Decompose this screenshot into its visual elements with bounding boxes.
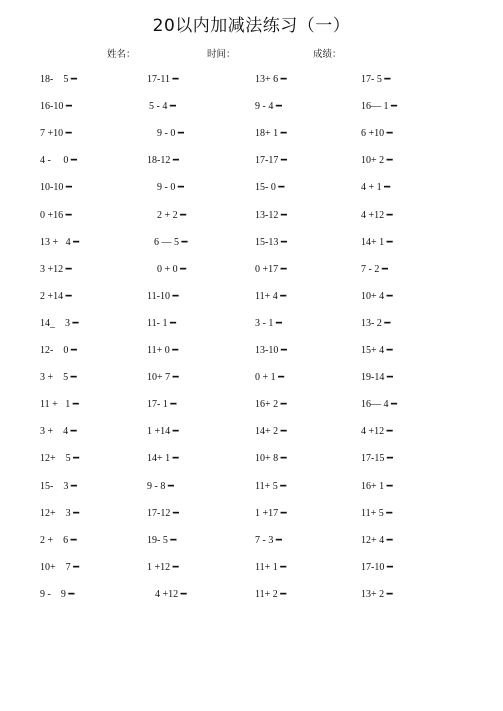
problem-r9-c3: 11+ 4 ━ bbox=[255, 291, 287, 302]
problem-r18-c4: 12+ 4 ━ bbox=[361, 535, 393, 546]
problem-r3-c4: 6 +10 ━ bbox=[361, 128, 393, 139]
problem-r17-c2: 17-12 ━ bbox=[147, 508, 179, 519]
problem-r8-c4: 7 - 2 ━ bbox=[361, 264, 388, 275]
problem-r6-c1: 0 +16 ━ bbox=[40, 210, 72, 221]
problem-r12-c1: 3 + 5 ━ bbox=[40, 372, 77, 383]
problem-r4-c3: 17-17 ━ bbox=[255, 155, 287, 166]
problem-r9-c2: 11-10 ━ bbox=[147, 291, 179, 302]
problem-r19-c3: 11+ 1 ━ bbox=[255, 562, 287, 573]
problem-r13-c4: 16— 4 ━ bbox=[361, 399, 398, 410]
problem-r20-c2: 4 +12 ━ bbox=[155, 589, 187, 600]
problem-r9-c4: 10+ 4 ━ bbox=[361, 291, 393, 302]
problem-r4-c1: 4 - 0 ━ bbox=[40, 155, 77, 166]
problem-r6-c2: 2 + 2 ━ bbox=[157, 210, 187, 221]
problem-r2-c1: 16-10 ━ bbox=[40, 101, 72, 112]
problem-r15-c3: 10+ 8 ━ bbox=[255, 453, 287, 464]
problem-r7-c1: 13 + 4 ━ bbox=[40, 237, 80, 248]
problem-r8-c2: 0 + 0 ━ bbox=[157, 264, 187, 275]
problem-r3-c2: 9 - 0 ━ bbox=[157, 128, 184, 139]
problem-r8-c3: 0 +17 ━ bbox=[255, 264, 287, 275]
problem-r4-c2: 18-12 ━ bbox=[147, 155, 179, 166]
problem-r12-c2: 10+ 7 ━ bbox=[147, 372, 179, 383]
problem-r13-c1: 11 + 1 ━ bbox=[40, 399, 79, 410]
problem-r16-c4: 16+ 1 ━ bbox=[361, 481, 393, 492]
problem-r6-c4: 4 +12 ━ bbox=[361, 210, 393, 221]
problem-r13-c2: 17- 1 ━ bbox=[147, 399, 177, 410]
problem-r2-c4: 16— 1 ━ bbox=[361, 101, 398, 112]
problem-r9-c1: 2 +14 ━ bbox=[40, 291, 72, 302]
problem-r16-c1: 15- 3 ━ bbox=[40, 481, 77, 492]
problem-r4-c4: 10+ 2 ━ bbox=[361, 155, 393, 166]
problem-r20-c1: 9 - 9 ━ bbox=[40, 589, 75, 600]
problem-r6-c3: 13-12 ━ bbox=[255, 210, 287, 221]
name-label: 姓名： bbox=[107, 49, 136, 60]
problem-r19-c4: 17-10 ━ bbox=[361, 562, 393, 573]
problem-r3-c3: 18+ 1 ━ bbox=[255, 128, 287, 139]
problem-r16-c2: 9 - 8 ━ bbox=[147, 481, 174, 492]
problem-r13-c3: 16+ 2 ━ bbox=[255, 399, 287, 410]
problem-r8-c1: 3 +12 ━ bbox=[40, 264, 72, 275]
problem-r2-c2: 5 - 4 ━ bbox=[149, 101, 176, 112]
problem-r14-c3: 14+ 2 ━ bbox=[255, 426, 287, 437]
problem-r11-c2: 11+ 0 ━ bbox=[147, 345, 179, 356]
problem-r1-c2: 17-11 ━ bbox=[147, 74, 179, 85]
problem-r7-c4: 14+ 1 ━ bbox=[361, 237, 393, 248]
problem-r10-c1: 14_ 3 ━ bbox=[40, 318, 79, 329]
problem-r1-c3: 13+ 6 ━ bbox=[255, 74, 287, 85]
problem-r14-c2: 1 +14 ━ bbox=[147, 426, 179, 437]
problem-r11-c3: 13-10 ━ bbox=[255, 345, 287, 356]
problem-r20-c3: 11+ 2 ━ bbox=[255, 589, 287, 600]
problem-r17-c4: 11+ 5 ━ bbox=[361, 508, 393, 519]
problem-r1-c1: 18- 5 ━ bbox=[40, 74, 77, 85]
score-label: 成绩： bbox=[313, 49, 342, 60]
problem-r16-c3: 11+ 5 ━ bbox=[255, 481, 287, 492]
problem-r17-c3: 1 +17 ━ bbox=[255, 508, 287, 519]
problem-r20-c4: 13+ 2 ━ bbox=[361, 589, 393, 600]
problem-r10-c4: 13- 2 ━ bbox=[361, 318, 391, 329]
problem-r7-c2: 6 — 5 ━ bbox=[154, 237, 188, 248]
problem-r15-c1: 12+ 5 ━ bbox=[40, 453, 80, 464]
problem-r15-c2: 14+ 1 ━ bbox=[147, 453, 179, 464]
problem-r5-c4: 4 + 1 ━ bbox=[361, 182, 391, 193]
problem-r12-c4: 19-14 ━ bbox=[361, 372, 393, 383]
problem-r19-c1: 10+ 7 ━ bbox=[40, 562, 80, 573]
problem-r14-c1: 3 + 4 ━ bbox=[40, 426, 77, 437]
problem-r17-c1: 12+ 3 ━ bbox=[40, 508, 80, 519]
problem-r10-c3: 3 - 1 ━ bbox=[255, 318, 282, 329]
problem-r5-c3: 15- 0 ━ bbox=[255, 182, 285, 193]
worksheet-title: 20以内加减法练习（一） bbox=[152, 16, 351, 36]
problem-r5-c2: 9 - 0 ━ bbox=[157, 182, 184, 193]
problem-r11-c4: 15+ 4 ━ bbox=[361, 345, 393, 356]
problem-r18-c3: 7 - 3 ━ bbox=[255, 535, 282, 546]
problem-r2-c3: 9 - 4 ━ bbox=[255, 101, 282, 112]
problem-r18-c1: 2 + 6 ━ bbox=[40, 535, 77, 546]
time-label: 时间： bbox=[207, 49, 236, 60]
problem-r12-c3: 0 + 1 ━ bbox=[255, 372, 285, 383]
problem-r15-c4: 17-15 ━ bbox=[361, 453, 393, 464]
problem-r10-c2: 11- 1 ━ bbox=[147, 318, 176, 329]
problem-r19-c2: 1 +12 ━ bbox=[147, 562, 179, 573]
problem-r18-c2: 19- 5 ━ bbox=[147, 535, 177, 546]
problem-r5-c1: 10-10 ━ bbox=[40, 182, 72, 193]
problem-r3-c1: 7 +10 ━ bbox=[40, 128, 72, 139]
problem-r14-c4: 4 +12 ━ bbox=[361, 426, 393, 437]
problem-r1-c4: 17- 5 ━ bbox=[361, 74, 391, 85]
problem-r11-c1: 12- 0 ━ bbox=[40, 345, 77, 356]
problem-r7-c3: 15-13 ━ bbox=[255, 237, 287, 248]
